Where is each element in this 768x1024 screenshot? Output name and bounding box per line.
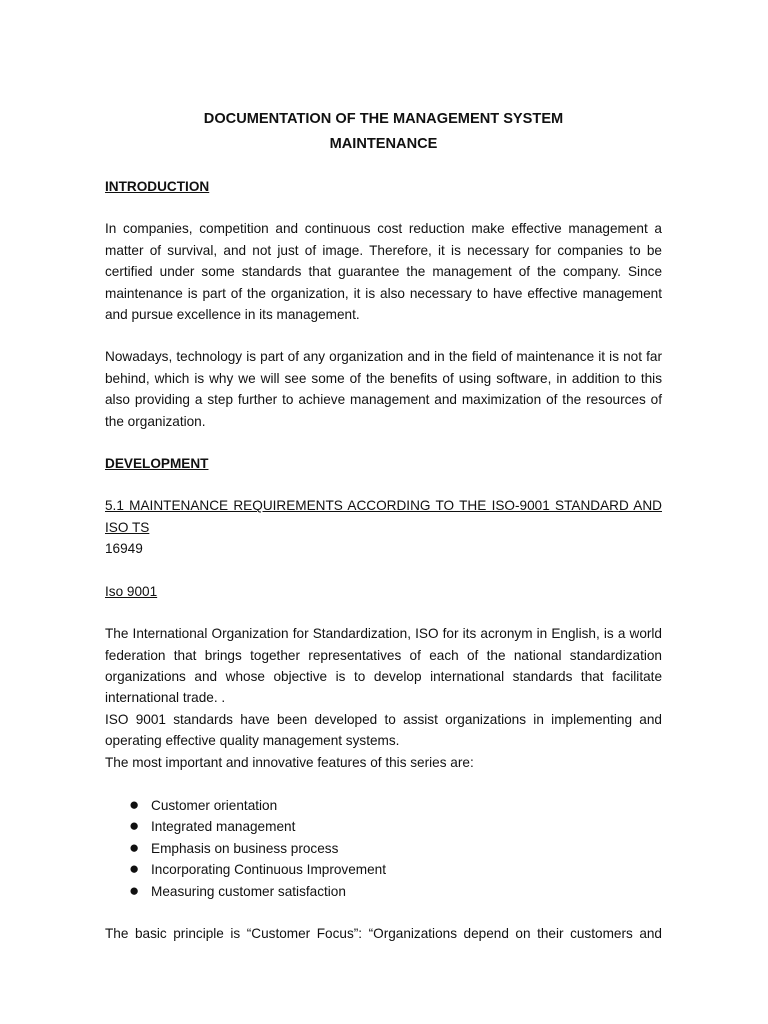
bullet-icon: ● xyxy=(129,859,140,879)
introduction-paragraph-2: Nowadays, technology is part of any organization and in the field of maintenance it is not far behind, which is why we will see some of the benefits of using software, in addition to this also providing a step further to achieve management and maximization of the resources of the organization. xyxy=(105,349,662,429)
bullet-icon: ● xyxy=(129,794,140,814)
bullet-icon: ● xyxy=(129,837,140,857)
introduction-paragraph-1: In companies, competition and continuous cost reduction make effective management a matter of survival, and not just of image. Therefore, it is necessary for companies to be certified under some standards that guarantee the management of the company. Since maintenance is part of the organization, it is also necessary to have effective management and pursue excellence in its management. xyxy=(105,221,662,323)
principle-paragraph: The basic principle is “Customer Focus”: “Organizations depend on their customers and xyxy=(105,925,662,941)
iso-paragraph-1: The International Organization for Standardization, ISO for its acronym in English, is a world federation that brings together representatives of each of the national standardization organizations and whose objective is to develop international standards that facilitate international trade. . xyxy=(105,626,662,706)
iso-paragraph-2: ISO 9001 standards have been developed to assist organizations in implementing and operating effective quality management systems. xyxy=(105,711,662,749)
list-item xyxy=(105,795,662,816)
list-item xyxy=(105,859,662,880)
introduction-heading: INTRODUCTION xyxy=(105,179,210,194)
subsection-title-rest: 16949 xyxy=(105,541,143,557)
feature-text: Customer orientation xyxy=(151,797,278,813)
iso-paragraph-3: The most important and innovative features of this series are: xyxy=(105,754,474,770)
list-item xyxy=(105,816,662,837)
document-title xyxy=(105,107,662,157)
title-line-1: DOCUMENTATION OF THE MANAGEMENT SYSTEM xyxy=(203,111,564,127)
subsection-title xyxy=(105,495,662,559)
development-heading: DEVELOPMENT xyxy=(105,456,209,472)
title-line-2: MAINTENANCE xyxy=(329,136,438,152)
list-item xyxy=(105,881,662,902)
feature-text: Incorporating Continuous Improvement xyxy=(151,862,386,878)
subsection-title-underlined: 5.1 MAINTENANCE REQUIREMENTS ACCORDING TO THE ISO-9001 STANDARD AND ISO TS xyxy=(105,498,662,535)
feature-text: Integrated management xyxy=(151,819,296,835)
bullet-icon: ● xyxy=(129,816,140,836)
feature-text: Measuring customer satisfaction xyxy=(151,883,346,899)
list-item xyxy=(105,838,662,859)
document-page xyxy=(105,107,662,944)
iso-9001-heading: Iso 9001 xyxy=(105,583,158,599)
features-list xyxy=(105,795,662,902)
bullet-icon: ● xyxy=(129,880,140,900)
feature-text: Emphasis on business process xyxy=(151,840,339,856)
